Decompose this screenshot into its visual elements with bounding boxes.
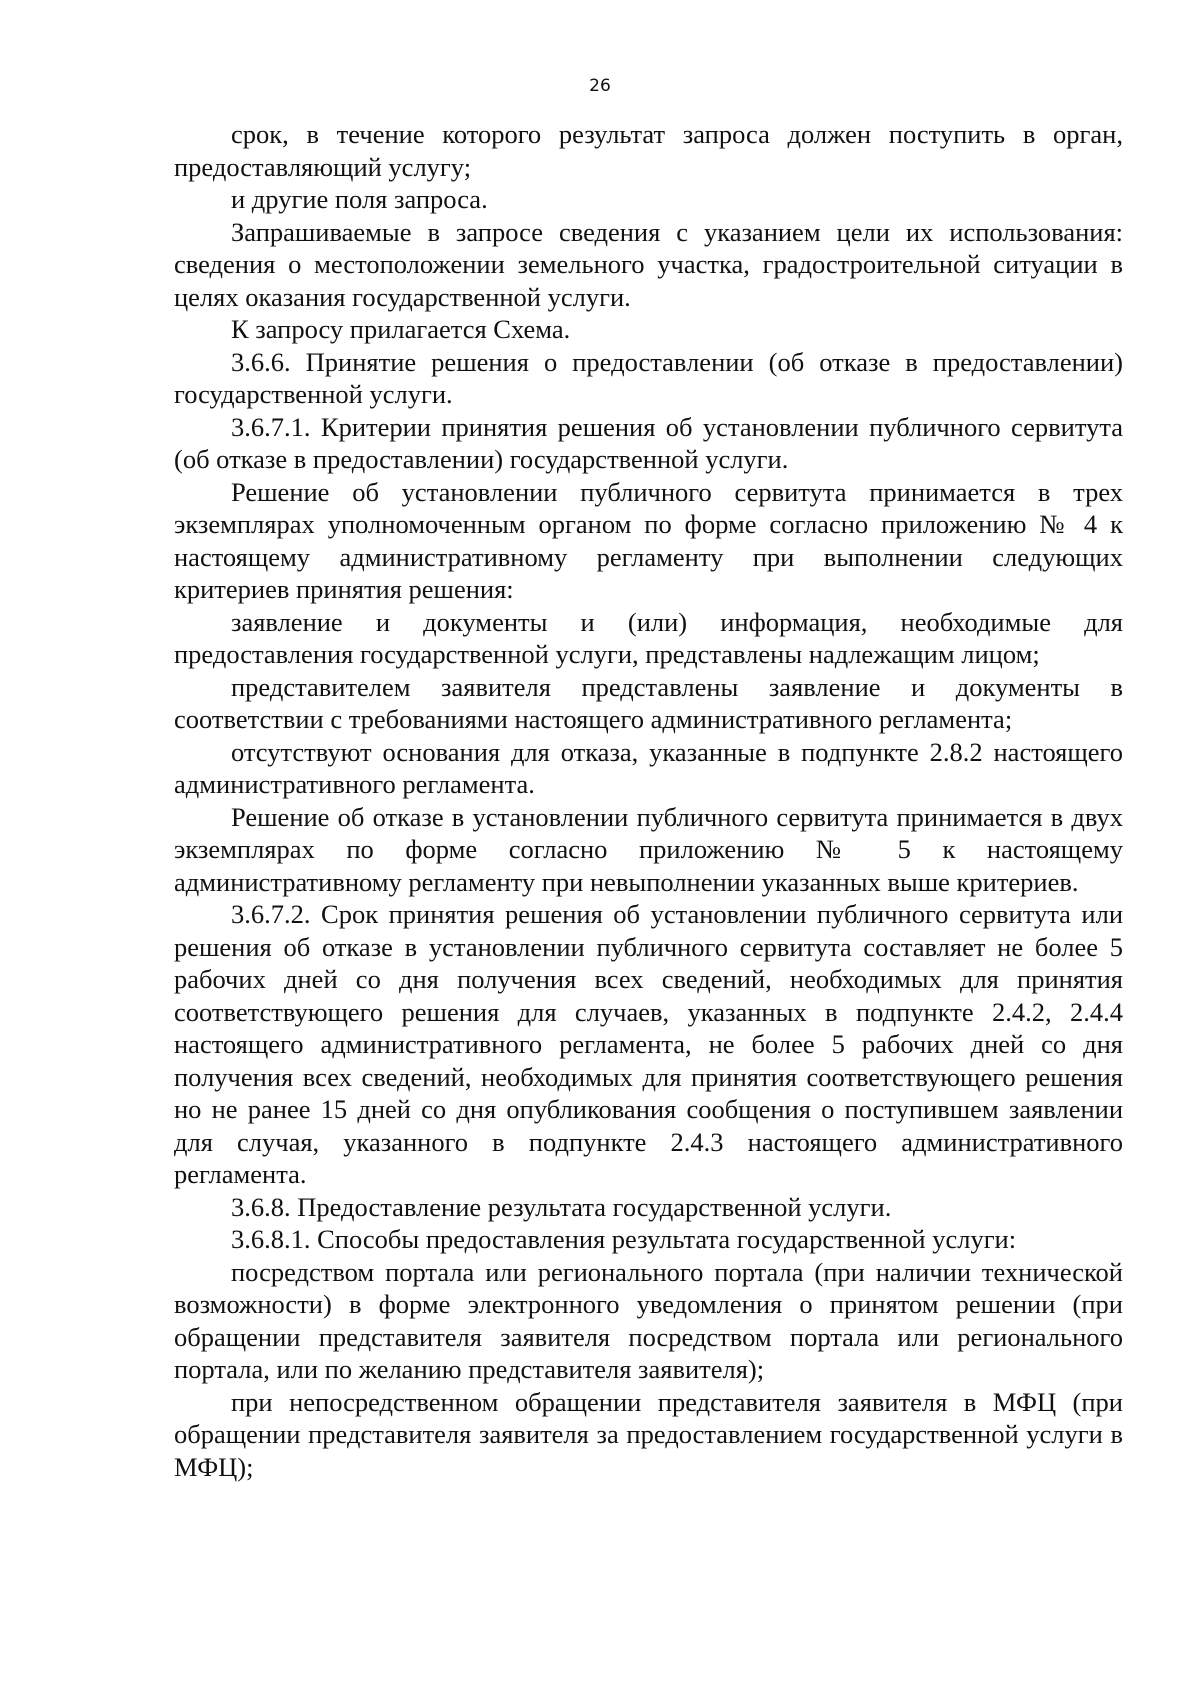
paragraph: Решение об отказе в установлении публичного сервитута принимается в двух экземплярах по форме согласно приложению № 5 к настоящему административному регламенту при невыполнении указанных выше критериев. — [174, 801, 1123, 897]
paragraph: и другие поля запроса. — [231, 184, 488, 214]
section-heading: 3.6.8.1. Способы предоставления результата государственной услуги: — [231, 1224, 1017, 1254]
section-heading: 3.6.6. Принятие решения о предоставлении (об отказе в предоставлении) государственной услуги. — [174, 346, 1123, 409]
criteria-item: отсутствуют основания для отказа, указанные в подпункте 2.8.2 настоящего административного регламента. — [174, 736, 1123, 799]
paragraph: срок, в течение которого результат запроса должен поступить в орган, предоставляющий услугу; — [174, 119, 1123, 182]
delivery-method-item: посредством портала или регионального портала (при наличии технической возможности) в форме электронного уведомления о принятом решении (при обращении представителя заявителя посредством портала или регионального портала, или по желанию представителя заявителя); — [174, 1256, 1123, 1384]
criteria-item: заявление и документы и (или) информация, необходимые для предоставления государственной услуги, представлены надлежащим лицом; — [174, 606, 1123, 669]
paragraph: Решение об установлении публичного сервитута принимается в трех экземплярах уполномоченным органом по форме согласно приложению № 4 к настоящему административному регламенту при выполнении следующих критериев принятия решения: — [174, 476, 1123, 604]
page-number: 26 — [589, 76, 611, 96]
section-heading: 3.6.7.1. Критерии принятия решения об установлении публичного сервитута (об отказе в предоставлении) государственной услуги. — [174, 411, 1123, 474]
section-heading: 3.6.8. Предоставление результата государственной услуги. — [231, 1191, 892, 1222]
section-heading: 3.6.7.2. Срок принятия решения об установлении публичного сервитута или решения об отказе в установлении публичного сервитута составляет не более 5 рабочих дней со дня получения всех сведений, необходимых для принятия соответствующего решения для случаев, указанных в подпункте 2.4.2, 2.4.4 настоящего административного регламента, не более 5 рабочих дней со дня получения всех сведений, необходимых для принятия соответствующего решения но не ранее 15 дней со дня опубликования сообщения о поступившем заявлении для случая, указанного в подпункте 2.4.3 настоящего административного регламента. — [174, 899, 1123, 1189]
document-body — [174, 118, 1123, 1483]
delivery-method-item: при непосредственном обращении представителя заявителя в МФЦ (при обращении представителя заявителя за предоставлением государственной услуги в МФЦ); — [174, 1386, 1123, 1482]
paragraph: Запрашиваемые в запросе сведения с указанием цели их использования: сведения о местоположении земельного участка, градостроительной ситуации в целях оказания государственной услуги. — [174, 216, 1123, 312]
paragraph: К запросу прилагается Схема. — [231, 314, 571, 344]
criteria-item: представителем заявителя представлены заявление и документы в соответствии с требованиями настоящего административного регламента; — [174, 671, 1123, 734]
